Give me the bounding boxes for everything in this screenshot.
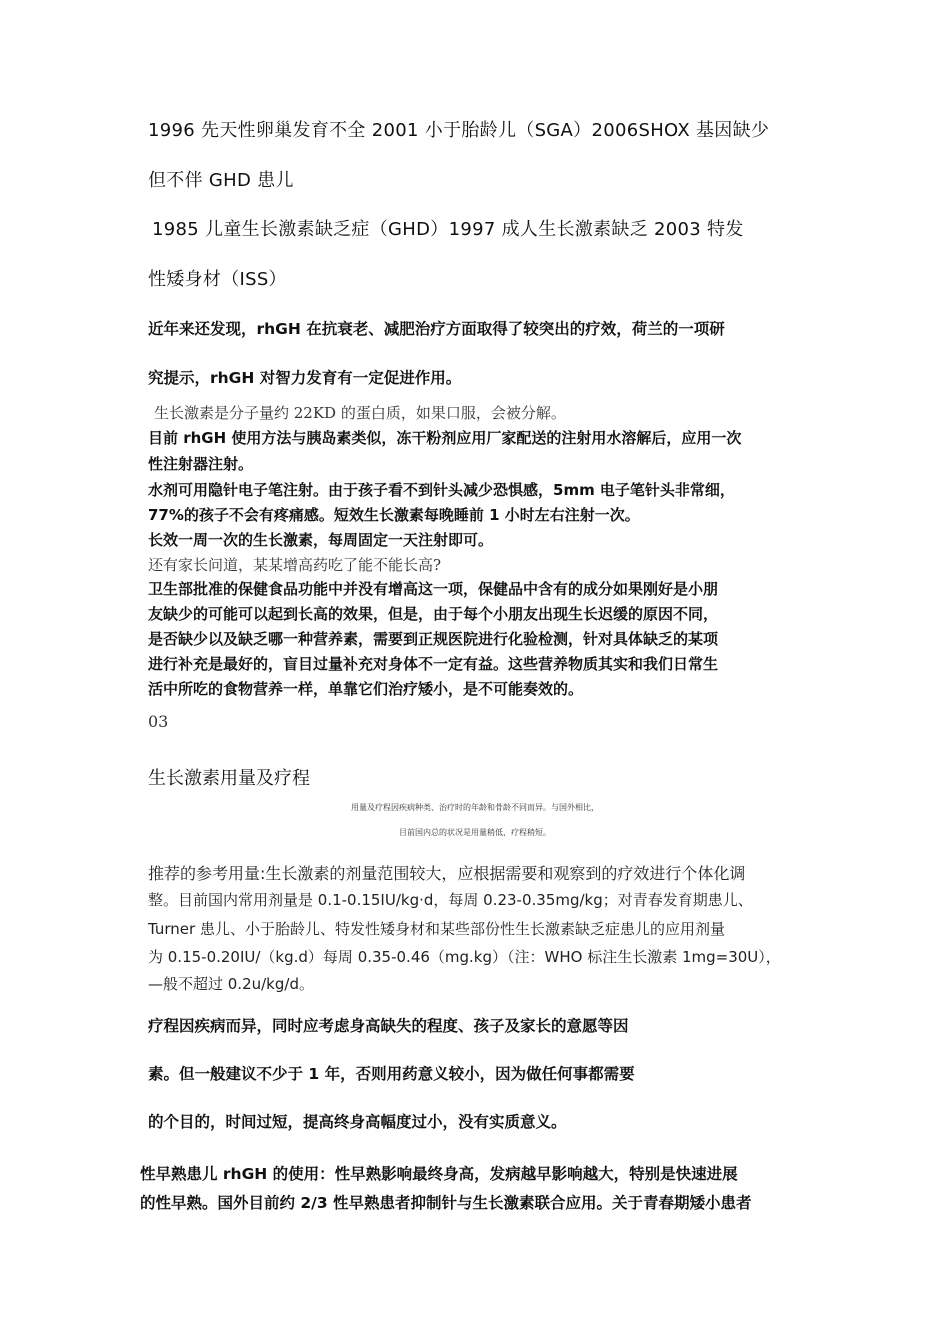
section-number: 03 xyxy=(148,712,169,731)
text-line: 性矮身材（ISS） xyxy=(148,269,287,290)
text-line: 水剂可用隐针电子笔注射。由于孩子看不到针头减少恐惧感，5mm 电子笔针头非常细， xyxy=(148,481,735,499)
text-line: 究提示，rhGH 对智力发育有一定促进作用。 xyxy=(148,369,462,387)
centered-text-line: 目前国内总的状况是用量稍低，疗程稍短。 xyxy=(399,828,551,837)
text-line: 卫生部批准的保健食品功能中并没有增高这一项，保健品中含有的成分如果刚好是小朋 xyxy=(148,580,719,598)
text-line: Turner 患儿、小于胎龄儿、特发性矮身材和某些部份性生长激素缺乏症患儿的应用剂量 xyxy=(148,920,725,938)
text-line: 还有家长问道，某某增高药吃了能不能长高? xyxy=(148,556,442,574)
text-line: 的个目的，时间过短，提高终身高幅度过小，没有实质意义。 xyxy=(148,1113,567,1131)
text-line: 1985 儿童生长激素缺乏症（GHD）1997 成人生长激素缺乏 2003 特发 xyxy=(152,219,744,240)
text-line: 友缺少的可能可以起到长高的效果，但是，由于每个小朋友出现生长迟缓的原因不同， xyxy=(148,605,719,623)
text-line: 目前 rhGH 使用方法与胰岛素类似，冻干粉剂应用厂家配送的注射用水溶解后，应用一次 xyxy=(148,429,742,447)
text-line: 性注射器注射。 xyxy=(148,455,254,473)
text-line: 近年来还发现，rhGH 在抗衰老、减肥治疗方面取得了较突出的疗效，荷兰的一项研 xyxy=(148,320,725,338)
text-line: 为 0.15-0.20IU/（kg.d）每周 0.35-0.46（mg.kg）（注：WHO 标注生长激素 1mg=30U）， xyxy=(148,948,781,966)
text-line: 性早熟患儿 rhGH 的使用：性早熟影响最终身高，发病越早影响越大，特别是快速进展 xyxy=(140,1165,738,1183)
text-line: 素。但一般建议不少于 1 年，否则用药意义较小，因为做任何事都需要 xyxy=(148,1065,635,1083)
section-heading: 生长激素用量及疗程 xyxy=(148,768,310,789)
text-line: 整。目前国内常用剂量是 0.1-0.15IU/kg·d，每周 0.23-0.35mg/kg；对青春发育期患儿、 xyxy=(148,891,753,909)
text-line: —般不超过 0.2u/kg/d。 xyxy=(148,975,314,993)
text-line: 1996 先天性卵巢发育不全 2001 小于胎龄儿（SGA）2006SHOX 基因缺少 xyxy=(148,120,770,141)
text-line: 疗程因疾病而异，同时应考虑身高缺失的程度、孩子及家长的意愿等因 xyxy=(148,1017,629,1035)
text-line: 推荐的参考用量:生长激素的剂量范围较大，应根据需要和观察到的疗效进行个体化调 xyxy=(148,864,746,883)
text-line: 生长激素是分子量约 22KD 的蛋白质，如果口服，会被分解。 xyxy=(154,404,566,422)
text-line: 但不伴 GHD 患儿 xyxy=(148,170,294,191)
text-line: 77%的孩子不会有疼痛感。短效生长激素每晚睡前 1 小时左右注射一次。 xyxy=(148,506,640,524)
text-line: 进行补充是最好的，盲目过量补充对身体不一定有益。这些营养物质其实和我们日常生 xyxy=(148,655,719,673)
text-line: 的性早熟。国外目前约 2/3 性早熟患者抑制针与生长激素联合应用。关于青春期矮小患者 xyxy=(140,1194,752,1212)
text-line: 活中所吃的食物营养一样，单靠它们治疗矮小，是不可能奏效的。 xyxy=(148,680,584,698)
centered-text-line: 用量及疗程因疾病种类、治疗时的年龄和骨龄不同而异。与国外相比， xyxy=(351,803,599,812)
text-line: 长效一周一次的生长激素，每周固定一天注射即可。 xyxy=(148,531,494,549)
text-line: 是否缺少以及缺乏哪一种营养素，需要到正规医院进行化验检测，针对具体缺乏的某项 xyxy=(148,630,719,648)
